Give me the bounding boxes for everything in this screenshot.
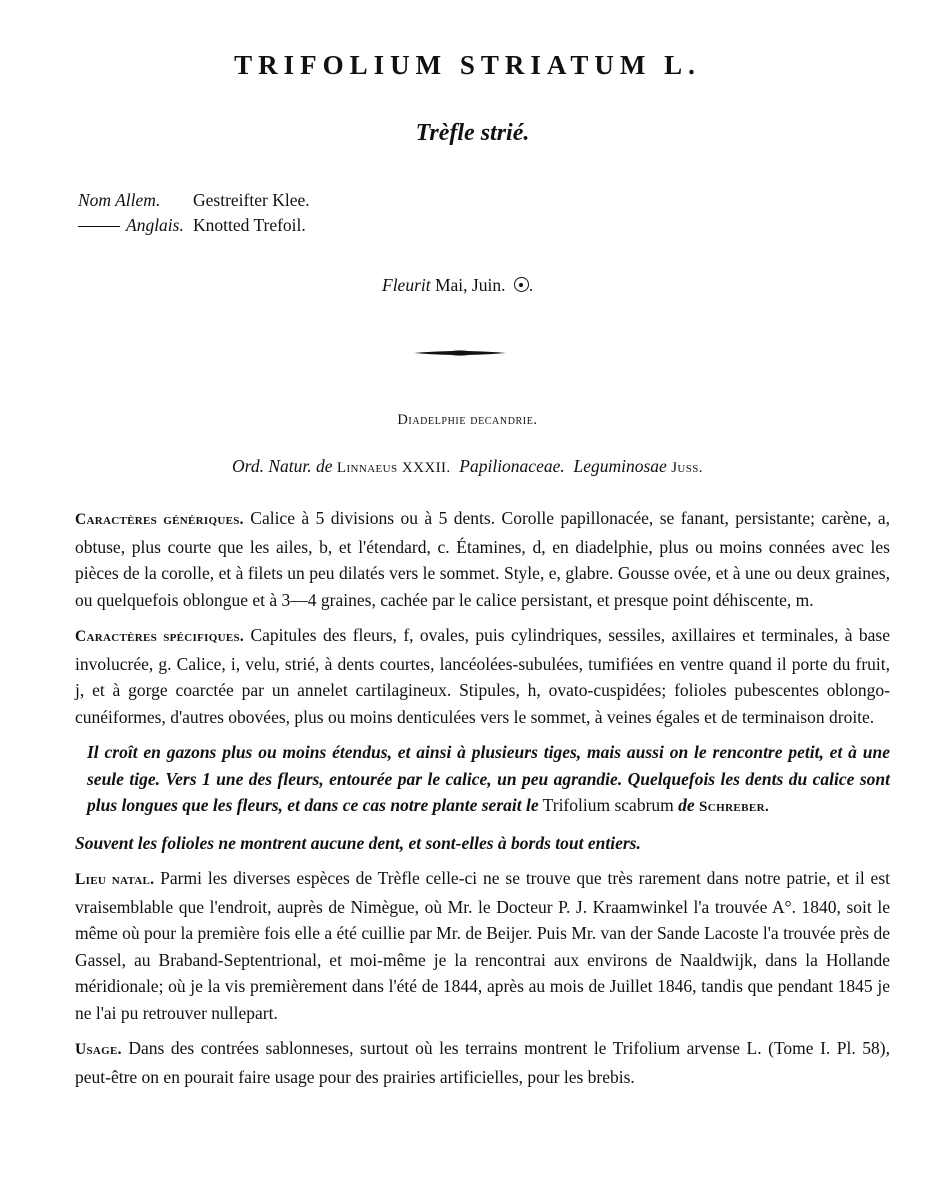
- note-text: de: [678, 795, 695, 815]
- classification-heading: Diadelphie decandrie.: [397, 412, 538, 428]
- note-text: Souvent les folioles ne montrent aucune dent, et sont-elles à bords tout entiers.: [75, 832, 641, 853]
- section-heading: Usage.: [75, 1041, 122, 1058]
- description-body: [75, 505, 890, 1099]
- flowering-label: Fleurit: [382, 275, 431, 295]
- section-text: Capitules des fleurs, f, ovales, puis cylindriques, sessiles, axillaires et terminales, à base involucrée, g. Calice, i, velu, strié, à dents courtes, lancéolées-subulées, tumifiées en ventre quand il porte du fruit, j, et à gorge coarctée par un annelet cartilagineux. Stipules, h, ovato-cuspidées; folioles pubescentes oblongo-cunéiformes, d'autres obovées, plus ou moins denticulées vers le sommet, à veines égales et de terminaison droite.: [75, 625, 891, 727]
- family-name: Papilionaceae.: [459, 456, 565, 476]
- section-heading: Caractères spécifiques.: [75, 628, 245, 645]
- annual-symbol-icon: [514, 277, 529, 292]
- habitat-paragraph: [75, 865, 890, 1026]
- section-heading: Lieu natal.: [75, 871, 155, 888]
- author-name: Schreber.: [699, 799, 770, 815]
- section-text: Dans des contrées sablonneses, surtout où les terrains montrent le Trifolium arvense L. (Tome I. Pl. 58), peut-être on en pourait faire usage pour des prairies artificielles, pour les brebis.: [75, 1038, 891, 1087]
- note-text: Il croît en gazons plus ou moins étendus, et ainsi à plusieurs tiges, mais aussi on le rencontre petit, et à une seule tige. Vers 1 une des fleurs, entourée par le calice, un peu agrandie. Quelquefois les dents du calice sont plus longues que les fleurs, et dans ce cas notre plante serait le: [87, 742, 890, 815]
- common-name-english: [78, 213, 310, 238]
- order-number: XXXII.: [401, 460, 451, 476]
- common-names: [78, 188, 310, 238]
- note-paragraph: [75, 739, 890, 821]
- ditto-dash: [78, 226, 120, 227]
- species-reference: Trifolium scabrum: [542, 795, 674, 815]
- common-name-value: Gestreifter Klee.: [193, 190, 310, 210]
- common-name-german: [78, 188, 310, 213]
- family-author: Juss.: [671, 460, 703, 476]
- ornament-divider-icon: [414, 349, 506, 357]
- note-paragraph-2: [75, 830, 890, 857]
- flowering-line: Fleurit Mai, Juin. .: [382, 275, 534, 295]
- section-text: Calice à 5 divisions ou à 5 dents. Corolle papillonacée, se fanant, persistante; carène, a, obtuse, plus courte que les ailes, b, et l'étendard, c. Étamines, d, en diadelphie, plus ou moins connées avec les pièces de la corolle, et à filets un peu dilatés vers le sommet. Style, e, glabre. Gousse ovée, et à une ou deux graines, ou quelquefois oblongue et à 3—4 graines, cachée par le calice persistant, et presque point déhiscente, m.: [75, 508, 891, 610]
- common-name-value: Knotted Trefoil.: [193, 215, 306, 235]
- section-heading: Caractères génériques.: [75, 511, 244, 528]
- specific-characters-paragraph: [75, 622, 890, 730]
- page-subtitle: Trèfle strié.: [415, 120, 530, 146]
- natural-order-line: [0, 456, 935, 477]
- page-title: TRIFOLIUM STRIATUM L.: [234, 50, 701, 80]
- order-author: Linnaeus: [336, 460, 398, 476]
- common-name-label: Anglais.: [126, 215, 184, 235]
- common-name-label: Nom Allem.: [78, 190, 161, 210]
- order-label: Ord. Natur. de: [232, 456, 333, 476]
- flowering-value: Mai, Juin.: [434, 275, 506, 295]
- section-text: Parmi les diverses espèces de Trèfle celle-ci ne se trouve que très rarement dans notre patrie, et il est vraisemblable que l'endroit, auprès de Nimègue, où Mr. le Docteur P. J. Kraamwinkel l'a trouvée A°. 1840, soit le même où pour la première fois elle a été cuillie par Mr. de Beijer. Puis Mr. van der Sande Lacoste l'a trouvée près de Gassel, au Braband-Septentrional, et moi-même je la rencontrai aux environs de Naaldwijk, dans la Hollande méridionale; où je la vis premièrement dans l'été de 1844, après au mois de Juillet 1846, tandis que pendant 1845 je ne l'ai pu retrouver nullepart.: [75, 868, 890, 1023]
- generic-characters-paragraph: [75, 505, 890, 613]
- usage-paragraph: [75, 1035, 890, 1090]
- family-name-alt: Leguminosae: [573, 456, 667, 476]
